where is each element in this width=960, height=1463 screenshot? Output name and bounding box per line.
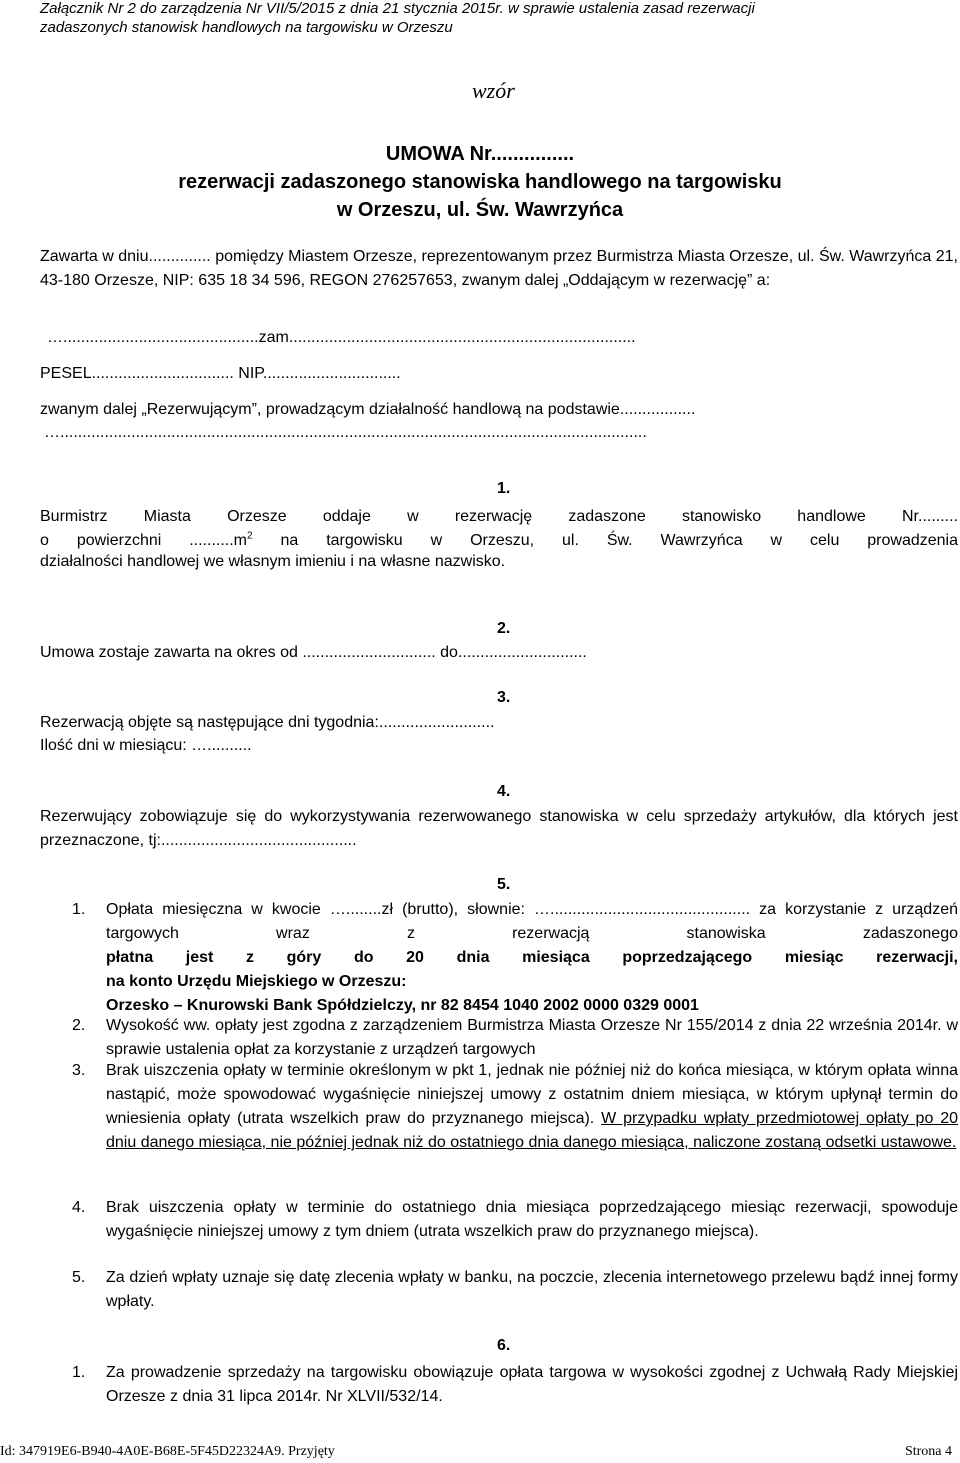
account-label: na konto Urzędu Miejskiego w Orzeszu: bbox=[106, 973, 407, 990]
pesel-nip-line: PESEL................................ NIP............................... bbox=[40, 365, 401, 382]
section-2-number: 2. bbox=[497, 620, 511, 637]
section-4-number: 4. bbox=[497, 783, 511, 800]
header-line-1: Załącznik Nr 2 do zarządzenia Nr VII/5/2015 z dnia 21 stycznia 2015r. w sprawie ustalenia zasad rezerwacji bbox=[40, 0, 755, 17]
party-address-line: …............................................zam.............................................................................. bbox=[47, 329, 636, 346]
section-3-days: Rezerwacją objęte są następujące dni tygodnia:.......................... bbox=[40, 714, 495, 731]
section-1-line-1: Burmistrz Miasta Orzesze oddaje w rezerwację zadaszone stanowisko handlowe Nr......... bbox=[40, 508, 958, 525]
template-label: wzór bbox=[472, 78, 515, 103]
document-id: Id: 347919E6-B940-4A0E-B68E-5F45D22324A9. Przyjęty bbox=[0, 1444, 335, 1459]
bank-account: Orzesko – Knurowski Bank Spółdzielczy, nr 82 8454 1040 2002 0000 0329 0001 bbox=[106, 997, 699, 1014]
section-2-text: Umowa zostaje zawarta na okres od .............................. do............................. bbox=[40, 644, 587, 661]
section-6-number: 6. bbox=[497, 1337, 511, 1354]
section-3-number: 3. bbox=[497, 689, 511, 706]
header-line-2: zadaszonych stanowisk handlowych na targowisku w Orzeszu bbox=[40, 19, 453, 36]
section-4-text: Rezerwujący zobowiązuje się do wykorzystywania rezerwowanego stanowiska w celu sprzedaży artykułów, dla których jest przeznaczone, tj:............................................ bbox=[40, 808, 958, 849]
intro-paragraph: Zawarta w dniu.............. pomiędzy Miastem Orzesze, reprezentowanym przez Burmistrza Miasta Orzesze, ul. Św. Wawrzyńca 21, 43-180 Orzesze, NIP: 635 18 34 596, REGON 276257653, zwanym dalej „Oddającym w rezerwację” a: bbox=[40, 248, 958, 289]
tenant-definition: zwanym dalej „Rezerwującym”, prowadzącym działalność handlową na podstawie................. bbox=[40, 401, 696, 418]
section-1-line-3: działalności handlowej we własnym imieniu i na własne nazwisko. bbox=[40, 553, 506, 570]
dotted-line: ….................................................................................................................................... bbox=[44, 424, 647, 441]
section-5-number: 5. bbox=[497, 876, 511, 893]
section-3-count: Ilość dni w miesiącu: ….......... bbox=[40, 737, 252, 754]
interest-clause: W przypadku wpłaty przedmiotowej opłaty po 20 dniu danego miesiąca, nie później jednak niż do ostatniego dnia danego miesiąca, naliczone zostaną odsetki ustawowe. bbox=[106, 1110, 959, 1151]
contract-subtitle: rezerwacji zadaszonego stanowiska handlowego na targowisku bbox=[178, 171, 782, 193]
document-page: Załącznik Nr 2 do zarządzenia Nr VII/5/2015 z dnia 21 stycznia 2015r. w sprawie ustalenia zasad rezerwacji zadaszonych stanowisk handlowych na targowisku w Orzeszu wzór UMOWA Nr............... rezerwacji zadaszonego stanowiska handlowego na targowisku w Orzeszu, ul. Św. Wawrzyńca Zawarta w dniu.............. pomiędzy Miastem Orzesze, reprezentowanym przez Burmistrza Miasta Orzesze, ul. Św. Wawrzyńca 21, 43-180 Orzesze, NIP: 635 18 34 596, REGON 276257653, zwanym dalej „Oddającym w rezerwację” a: …............................................zam.............................................................................. PESEL................................ NIP............................... zwanym dalej „Rezerwującym”, prowadzącym działalność handlową na podstawie................. ….................................................................................................................................... 1. Burmistrz Miasta Orzesze oddaje w rezerwację zadaszone stanowisko handlowe Nr......... o powierzchni $..........m^2$ na targowisku w Orzeszu, ul. Św. Wawrzyńca w celu prowadzenia działalności handlowej we własnym imieniu i na własne nazwisko. 2. Umowa zostaje zawarta na okres od .............................. do............................. 3. Rezerwacją objęte są następujące dni tygodnia:.......................... Ilość dni w miesiącu: ….......... 4. Rezerwujący zobowiązuje się do wykorzystywania rezerwowanego stanowiska w celu sprzedaży artykułów, dla których jest przeznaczone, tj:............................................ 5. 1. Opłata miesięczna w kwocie …........zł (brutto), słownie: …............................................. za korzystanie z urządzeń targowych wraz z rezerwacją stanowiska zadaszonego płatna jest z góry do 20 dnia miesiąca poprzedzającego miesiąc rezerwacji, na konto Urzędu Miejskiego w Orzeszu: Orzesko – Knurowski Bank Spółdzielczy, nr 82 8454 1040 2002 0000 0329 0001 2. Wysokość ww. opłaty jest zgodna z zarządzeniem Burmistrza Miasta Orzesze Nr 155/2014 z dnia 22 września 2014r. w sprawie ustalenia opłat za korzystanie z urządzeń targowych 3. Brak uiszczenia opłaty w terminie określonym w pkt 1, jednak nie później niż do końca miesiąca, w którym opłata winna nastąpić, może spowodować wygaśnięcie niniejszej umowy z ostatnim dniem miesiąca, w którym upłynął termin do wniesienia opłaty (utrata wszelkich praw do przyznanego miejsca). W przypadku wpłaty przedmiotowej opłaty po 20 dniu danego miesiąca, nie później jednak niż do ostatniego dnia danego miesiąca, naliczone zostaną odsetki ustawowe. 4. Brak uiszczenia opłaty w terminie do ostatniego dnia miesiąca poprzedzającego miesiąc rezerwacji, spowoduje wygaśnięcie niniejszej umowy z tym dniem (utrata wszelkich praw do przyznanego miejsca). 5. Za dzień wpłaty uznaje się datę zlecenia wpłaty w banku, na poczcie, zlecenia internetowego przelewu bądź innej formy wpłaty. 6. 1. Za prowadzenie sprzedaży na targowisku obowiązuje opłata targowa w wysokości zgodnej z Uchwałą Rady Miejskiej Orzesze z dnia 31 lipca 2014r. Nr XLVII/532/14. Id: 347919E6-B940-4A0E-B68E-5F45D22324A9. Przyjęty Strona 4 bbox=[0, 0, 959, 1459]
fee-deadline-text: płatna jest z góry do 20 dnia miesiąca poprzedzającego miesiąc rezerwacji, bbox=[106, 949, 958, 966]
section-1-number: 1. bbox=[497, 480, 511, 497]
page-number: Strona 4 bbox=[904, 1444, 952, 1459]
contract-title: UMOWA Nr............... bbox=[385, 143, 575, 165]
fee-amount-text: Opłata miesięczna w kwocie …........zł (brutto), słownie: …............................................. za korzystanie z urządzeń targowych wraz z rezerwacją stanowiska zadaszonego bbox=[106, 901, 958, 942]
section-1-line-2: o powierzchni $..........m^2$ na targowisku w Orzeszu, ul. Św. Wawrzyńca w celu prowadzenia bbox=[40, 530, 958, 549]
contract-location: w Orzeszu, ul. Św. Wawrzyńca bbox=[336, 199, 624, 221]
